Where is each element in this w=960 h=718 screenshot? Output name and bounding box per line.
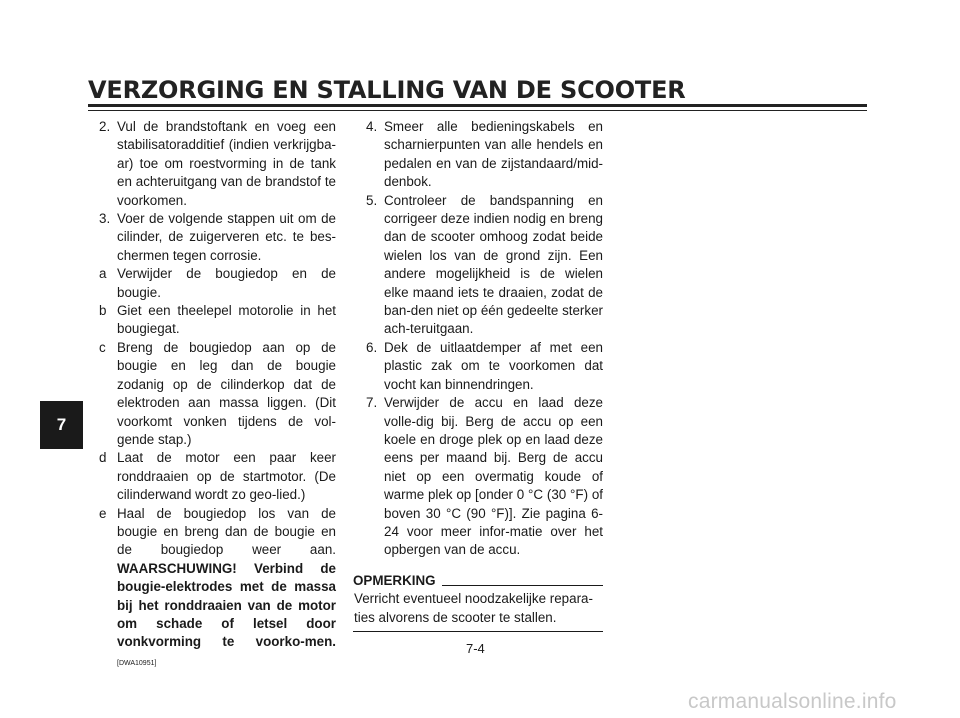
right-column	[353, 118, 603, 632]
sub-item-text: Haal de bougiedop los van de bougie en breng dan de bougie en de bougiedop weer aan.	[117, 505, 336, 558]
note-header	[353, 572, 603, 590]
warning-code: [DWA10951]	[117, 659, 157, 667]
item-text: Dek de uitlaatdemper af met een plastic zak om te voorkomen dat vocht kan binnendringen.	[384, 339, 603, 392]
item-number: 7.	[366, 395, 378, 411]
sub-item-letter: b	[99, 303, 107, 319]
sub-item-letter: c	[99, 339, 106, 355]
item-text: Controleer de bandspanning en corrigeer deze indien nodig en breng dan de scooter omhoog zodat beide wielen los van de grond zijn. Een andere mogelijkheid is de wielen elke maand iets te draaien, zodat de ban-den niet op één gedeelte sterker ach-teruitgaan.	[384, 192, 603, 337]
left-column	[86, 118, 336, 673]
note-rule	[442, 585, 603, 586]
sub-item-text: Breng de bougiedop aan op de bougie en leg dan de bougie zodanig op de cilinderkop dat de elektroden aan massa liggen. (Dit voorkomt vonken tijdens de vol-gende stap.)	[117, 339, 336, 447]
sub-item-letter: e	[99, 505, 107, 521]
item-number: 6.	[366, 339, 378, 355]
item-text: Vul de brandstoftank en voeg een stabilisatoradditief (indien verkrijgba-ar) toe om roestvorming in de tank en achteruitgang van de brandstof te voorkomen.	[117, 119, 336, 208]
sub-item	[69, 505, 336, 674]
sub-item	[69, 302, 336, 339]
sub-list	[69, 265, 336, 673]
item-number: 4.	[366, 119, 378, 134]
sub-item-letter: d	[99, 450, 107, 466]
note-text: Verricht eventueel noodzakelijke repara-ties alvorens de scooter te stallen.	[354, 591, 593, 625]
item-text: Smeer alle bedieningskabels en scharnierpunten van alle hendels en pedalen en van de zijstandaard/mid-denbok.	[384, 119, 603, 190]
page-number: 7-4	[466, 641, 485, 656]
list-item	[353, 394, 603, 560]
item-text: Verwijder de accu en laad deze volle-dig bij. Berg de accu op een koele en droge plek op en laad deze eens per maand bij. Berg de accu niet op een overmatig koude of warme plek op [onder 0 °C (30 °F) of boven 30 °C (90 °F)]. Zie pagina 6-24 voor meer infor-matie over het opbergen van de accu.	[384, 395, 603, 558]
item-text: Voer de volgende stappen uit om de cilinder, de zuigerveren etc. te bes-chermen tegen corrosie.	[117, 211, 336, 263]
warning-text: WAARSCHUWING! Verbind de bougie-elektrodes met de massa bij het ronddraaien van de motor om schade of letsel door vonkvorming te voorko-men.	[117, 560, 336, 650]
note-end-rule	[353, 631, 603, 632]
sub-item	[69, 339, 336, 449]
item-number: 5.	[366, 192, 378, 208]
chapter-tab: 7	[40, 401, 83, 449]
page-title: VERZORGING EN STALLING VAN DE SCOOTER	[88, 76, 686, 104]
header-rule-thin	[88, 110, 867, 111]
list-item	[86, 210, 336, 265]
watermark: carmanualsonline.info	[688, 690, 897, 713]
list-item	[86, 118, 336, 210]
sub-item	[69, 449, 336, 504]
sub-item-text: Laat de motor een paar keer ronddraaien op de startmotor. (De cilinderwand wordt zo geo-lied.)	[117, 450, 336, 503]
list-item	[353, 339, 603, 394]
sub-item-text: Verwijder de bougiedop en de bougie.	[117, 266, 336, 300]
sub-item-letter: a	[99, 266, 107, 282]
item-number: 2.	[99, 119, 111, 134]
note-heading: OPMERKING	[353, 572, 436, 588]
sub-item-text: Giet een theelepel motorolie in het bougiegat.	[117, 303, 336, 337]
list-item	[353, 118, 603, 192]
sub-item	[69, 265, 336, 302]
list-item	[353, 192, 603, 339]
item-number: 3.	[99, 211, 111, 227]
header-rule-thick	[88, 104, 867, 107]
